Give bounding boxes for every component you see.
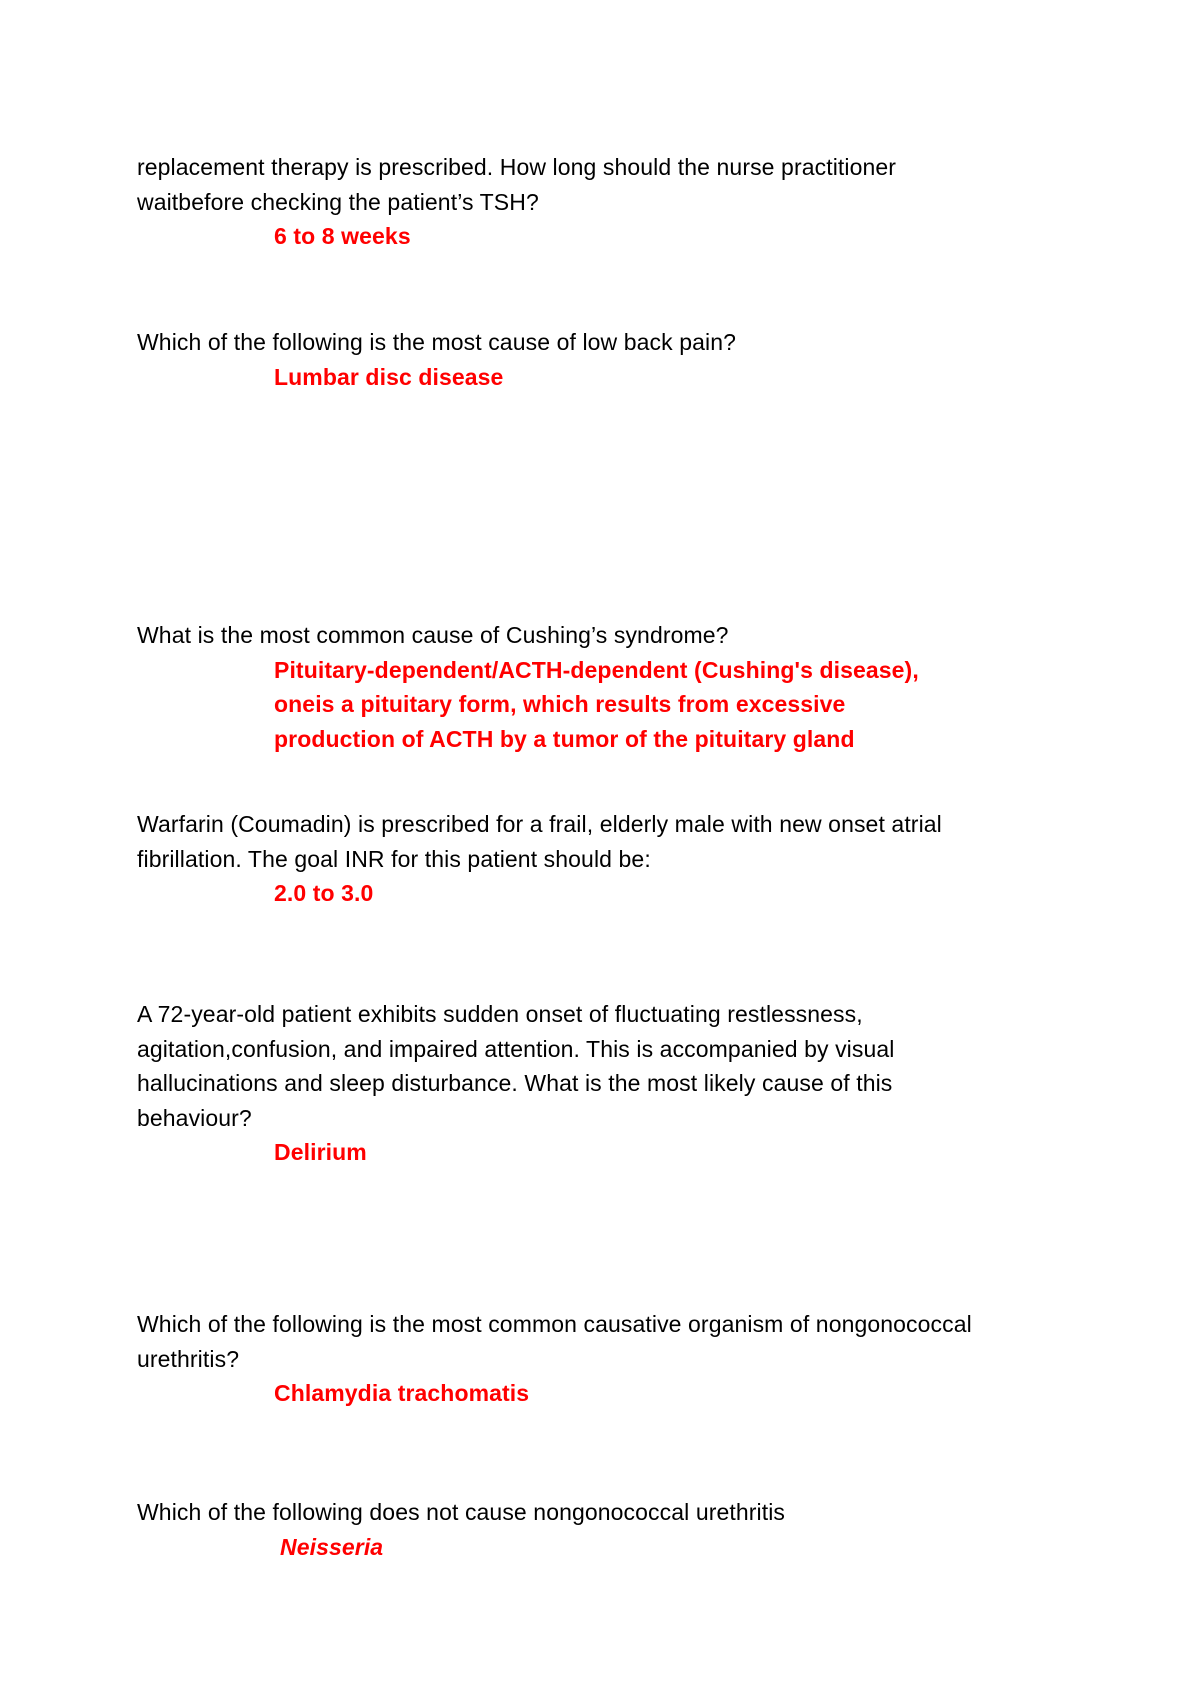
question-text: replacement therapy is prescribed. How long should the nurse practitioner: [137, 154, 897, 180]
question-block: [137, 997, 1097, 1170]
question-block: [137, 1307, 1097, 1411]
question-block: [137, 618, 1097, 756]
answer-text: [280, 1530, 1097, 1565]
question-block: [137, 807, 1097, 911]
answer-line: 2.0 to 3.0: [274, 880, 374, 906]
answer-line: production of ACTH by a tumor of the pituitary gland: [274, 725, 855, 752]
answer-line: oneis a pituitary form, which results from excessive: [274, 691, 846, 717]
answer-line: Neisseria: [280, 1533, 384, 1560]
question-block: [137, 150, 1097, 254]
question-text: fibrillation. The goal INR for this patient should be:: [137, 845, 651, 872]
answer-text: [274, 360, 1097, 395]
question-text: Warfarin (Coumadin) is prescribed for a frail, elderly male with new onset atrial: [137, 811, 942, 837]
question-text: urethritis?: [137, 1345, 240, 1372]
answer-line: Chlamydia trachomatis: [274, 1380, 530, 1406]
answer-text: [274, 1376, 1097, 1411]
question-text: What is the most common cause of Cushing’s syndrome?: [137, 622, 729, 648]
answer-line: Lumbar disc disease: [274, 363, 504, 390]
answer-text: [274, 653, 1097, 757]
answer-line: 6 to 8 weeks: [274, 223, 411, 249]
answer-text: [274, 219, 1097, 254]
question-text: Which of the following is the most cause of low back pain?: [137, 329, 736, 355]
question-block: [137, 325, 1097, 394]
answer-line: Pituitary-dependent/ACTH-dependent (Cushing's disease),: [274, 656, 919, 683]
question-text: agitation,confusion, and impaired attention. This is accompanied by visual: [137, 1035, 895, 1062]
question-text: behaviour?: [137, 1104, 252, 1131]
question-text: A 72-year-old patient exhibits sudden onset of fluctuating restlessness,: [137, 1001, 863, 1027]
question-text: hallucinations and sleep disturbance. What is the most likely cause of this: [137, 1070, 893, 1096]
question-text: Which of the following is the most common causative organism of nongonococcal: [137, 1311, 972, 1337]
question-block: [137, 1495, 1097, 1564]
question-text: Which of the following does not cause nongonococcal urethritis: [137, 1499, 786, 1525]
question-text: waitbefore checking the patient’s TSH?: [137, 188, 539, 215]
answer-text: [274, 1135, 1097, 1170]
answer-line: Delirium: [274, 1139, 367, 1165]
answer-text: [274, 876, 1097, 911]
